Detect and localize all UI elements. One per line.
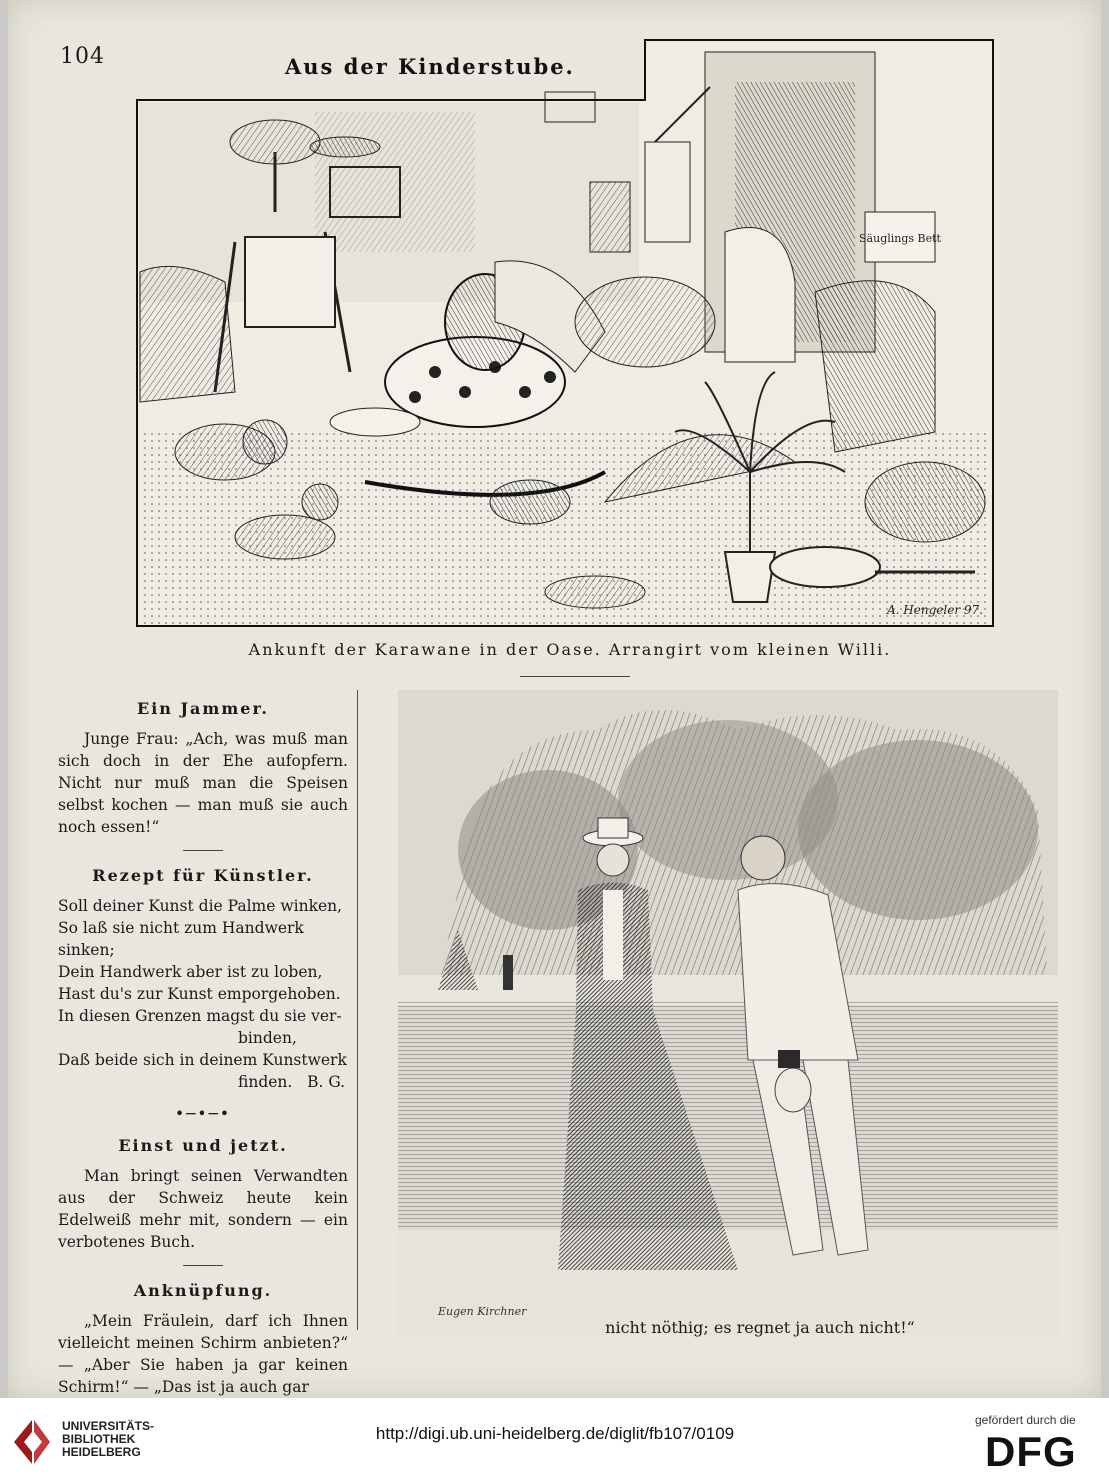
top-illustration-caption: Ankunft der Karawane in der Oase. Arrangirt vom kleinen Willi. [248, 640, 892, 659]
poem-line: In diesen Grenzen magst du sie ver- [58, 1007, 342, 1025]
source-url-link[interactable]: http://digi.ub.uni-heidelberg.de/diglit/fb107/0109 [375, 1424, 735, 1443]
poem-last-word: finden. [238, 1073, 293, 1091]
university-name [62, 1420, 154, 1459]
article-text-jammer: Junge Frau: „Ach, was muß man sich doch in der Ehe aufopfern. Nicht nur muß man die Speisen selbst kochen — man muß sie auch noch essen!“ [58, 730, 348, 836]
sign-board-text: Säuglings Bett [859, 232, 941, 245]
university-logo-icon [12, 1418, 52, 1466]
article-text-einst: Man bringt seinen Verwandten aus der Schweiz heute kein Edelweiß mehr mit, sondern — ein verbotenes Buch. [58, 1167, 348, 1251]
column-divider [357, 690, 358, 1330]
article-title-jammer: Ein Jammer. [137, 699, 269, 718]
center-divider-rule [520, 676, 630, 677]
section-divider [183, 1265, 223, 1266]
bottom-illustration-signature: Eugen Kirchner [438, 1305, 527, 1318]
left-text-column [58, 692, 348, 1398]
poem-line: Daß beide sich in deinem Kunstwerk [58, 1051, 347, 1069]
poem-line-final [58, 1071, 348, 1093]
top-illustration [135, 32, 995, 628]
poem-author: B. G. [307, 1073, 346, 1091]
poem-line: binden, [238, 1029, 297, 1047]
bottom-illustration-caption: nicht nöthig; es regnet ja auch nicht!“ [605, 1318, 915, 1337]
poem-line: Soll deiner Kunst die Palme winken, [58, 897, 343, 915]
university-name-line: BIBLIOTHEK [62, 1432, 136, 1446]
article-title-einst: Einst und jetzt. [118, 1136, 288, 1155]
bottom-illustration [398, 690, 1058, 1335]
top-illustration-signature: A. Hengeler 97. [887, 603, 983, 617]
article-title-anknuepfung: Anknüpfung. [133, 1281, 273, 1300]
ornament-divider: •─•─• [174, 1105, 232, 1123]
poem-line: Hast du's zur Kunst emporgehoben. [58, 985, 341, 1003]
poem-line: So laß sie nicht zum Handwerk sinken; [58, 919, 304, 959]
university-name-line: UNIVERSITÄTS- [62, 1419, 155, 1433]
dfg-logo: DFG [985, 1428, 1077, 1475]
article-title-rezept: Rezept für Künstler. [92, 866, 314, 885]
university-name-line: HEIDELBERG [62, 1445, 141, 1459]
section-divider [183, 850, 223, 851]
page-header-title: Aus der Kinderstube. [285, 54, 575, 79]
page-number: 104 [60, 44, 105, 69]
article-text-anknuepfung: „Mein Fräulein, darf ich Ihnen vielleicht meinen Schirm anbieten?“ — „Aber Sie haben ja gar keinen Schirm!“ — „Das ist ja auch gar [58, 1312, 348, 1396]
poem-line: Dein Handwerk aber ist zu loben, [58, 963, 323, 981]
sponsor-text: gefördert durch die [975, 1413, 1076, 1427]
